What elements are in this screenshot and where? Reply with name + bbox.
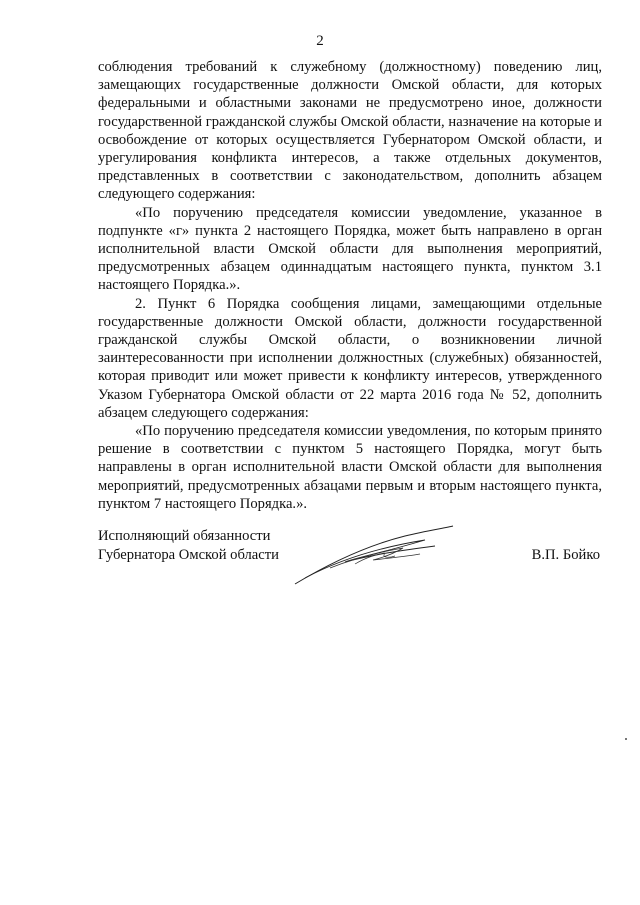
signatory-position: [98, 527, 279, 565]
paragraph-3: 2. Пункт 6 Порядка сообщения лицами, замещающими отдельные государственные должности Омской области, должности государственной гражданской службы Омской области, о возникновении личной заинтересованности при исполнении должностных (служебных) обязанностей, которая приводит или может привести к конфликту интересов, утвержденного Указом Губернатора Омской области от 22 марта 2016 года № 52, дополнить абзацем следующего содержания:: [98, 295, 602, 421]
position-line-2: Губернатора Омской области: [98, 547, 279, 563]
scan-speck: [625, 738, 627, 740]
document-body: [98, 58, 602, 513]
page-number: 2: [316, 33, 324, 49]
signatory-name: В.П. Бойко: [531, 547, 600, 563]
paragraph-4: «По поручению председателя комиссии уведомления, по которым принято решение в соответствии с пунктом 5 настоящего Порядка, могут быть направлены в орган исполнительной власти Омской области для выполнения мероприятий, предусмотренных абзацами первым и вторым настоящего пункта, пунктом 7 настоящего Порядка.».: [98, 423, 602, 512]
handwritten-signature: [285, 518, 455, 590]
position-line-1: Исполняющий обязанности: [98, 528, 271, 544]
paragraph-2: «По поручению председателя комиссии уведомление, указанное в подпункте «г» пункта 2 настоящего Порядка, может быть направлено в орган исполнительной власти Омской области для выполнения мероприятий, предусмотренных абзацем одиннадцатым настоящего пункта, пунктом 3.1 настоящего Порядка.».: [98, 204, 602, 294]
paragraph-1: соблюдения требований к служебному (должностному) поведению лиц, замещающих государственные должности Омской области, для которых федеральными и областными законами не предусмотрено иное, должности государственной гражданской службы Омской области, назначение на которые и освобождение от которых осуществляется Губернатором Омской области, и урегулирования конфликта интересов, а также отдельных документов, представленных в соответствии с законодательством, дополнить абзацем следующего содержания:: [98, 59, 602, 203]
